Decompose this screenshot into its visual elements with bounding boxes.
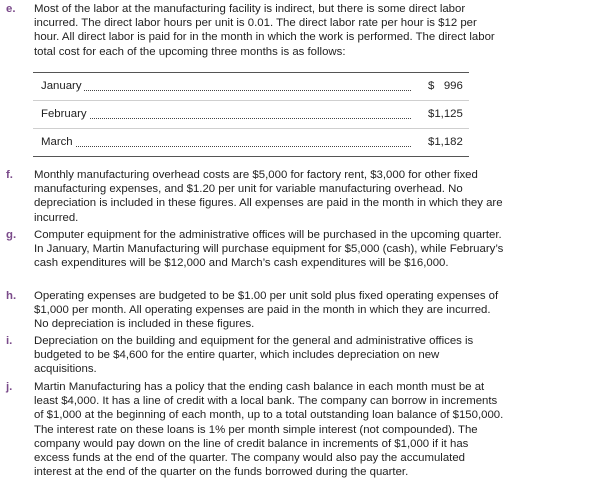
item-j-marker: j. bbox=[6, 381, 13, 393]
item-e-text: Most of the labor at the manufacturing facility is indirect, but there is some direct labor incurred. The direct labor hours per unit is 0.01. The direct labor rate per hour is $12 per hour. All direct labor is paid for in the month in which the work is performed. The direct labor total cost for each of the upcoming three months is as follows: bbox=[34, 3, 495, 58]
item-g bbox=[6, 228, 606, 271]
item-h-marker: h. bbox=[6, 290, 17, 302]
item-i bbox=[6, 334, 606, 377]
schedule-amount: $1,125 bbox=[425, 101, 463, 128]
schedule-row-march bbox=[33, 129, 469, 157]
item-e-marker: e. bbox=[6, 3, 16, 15]
item-g-text: Computer equipment for the administrative offices will be purchased in the upcoming quarter. In January, Martin Manufacturing will purchase equipment for $5,000 (cash), while February’s cash expenditures will be $12,000 and March’s cash expenditures will be $16,000. bbox=[34, 229, 504, 270]
item-f-marker: f. bbox=[6, 169, 13, 181]
dot-leader bbox=[43, 90, 411, 91]
item-f bbox=[6, 168, 606, 225]
dot-leader bbox=[43, 146, 411, 147]
item-i-text: Depreciation on the building and equipment for the general and administrative offices is budgeted to be $4,600 for the entire quarter, which includes depreciation on new acquisitions. bbox=[34, 335, 474, 376]
dot-leader bbox=[43, 118, 411, 119]
item-g-marker: g. bbox=[6, 229, 17, 241]
direct-labor-schedule bbox=[33, 72, 469, 157]
schedule-amount: $1,182 bbox=[425, 129, 463, 156]
schedule-month: January bbox=[41, 73, 84, 100]
schedule-month: March bbox=[41, 129, 75, 156]
item-h bbox=[6, 289, 606, 332]
item-j-text: Martin Manufacturing has a policy that the ending cash balance in each month must be at least $4,000. It has a line of credit with a local bank. The company can borrow in increments of $1,000 at the beginning of each month, up to a total outstanding loan balance of $150,000. The interest rate on these loans is 1% per month simple interest (not compounded). The company would pay down on the line of credit balance in increments of $1,000 if it has excess funds at the end of the quarter. The company would also pay the accumulated interest at the end of the quarter on the funds borrowed during the quarter. bbox=[34, 381, 504, 479]
item-e bbox=[6, 2, 606, 59]
item-i-marker: i. bbox=[6, 335, 13, 347]
schedule-row-january bbox=[33, 73, 469, 101]
schedule-row-february bbox=[33, 101, 469, 129]
item-f-text: Monthly manufacturing overhead costs are $5,000 for factory rent, $3,000 for other fixed manufacturing expenses, and $1.20 per unit for variable manufacturing overhead. No depreciation is included in these figures. All expenses are paid in the month in which they are incurred. bbox=[34, 169, 503, 224]
item-j bbox=[6, 380, 606, 479]
schedule-amount: $ 996 bbox=[425, 73, 463, 100]
schedule-month: February bbox=[41, 101, 89, 128]
item-h-text: Operating expenses are budgeted to be $1.00 per unit sold plus fixed operating expenses of $1,000 per month. All operating expenses are paid in the month in which they are incurred. No depreciation is included in these figures. bbox=[34, 290, 499, 331]
